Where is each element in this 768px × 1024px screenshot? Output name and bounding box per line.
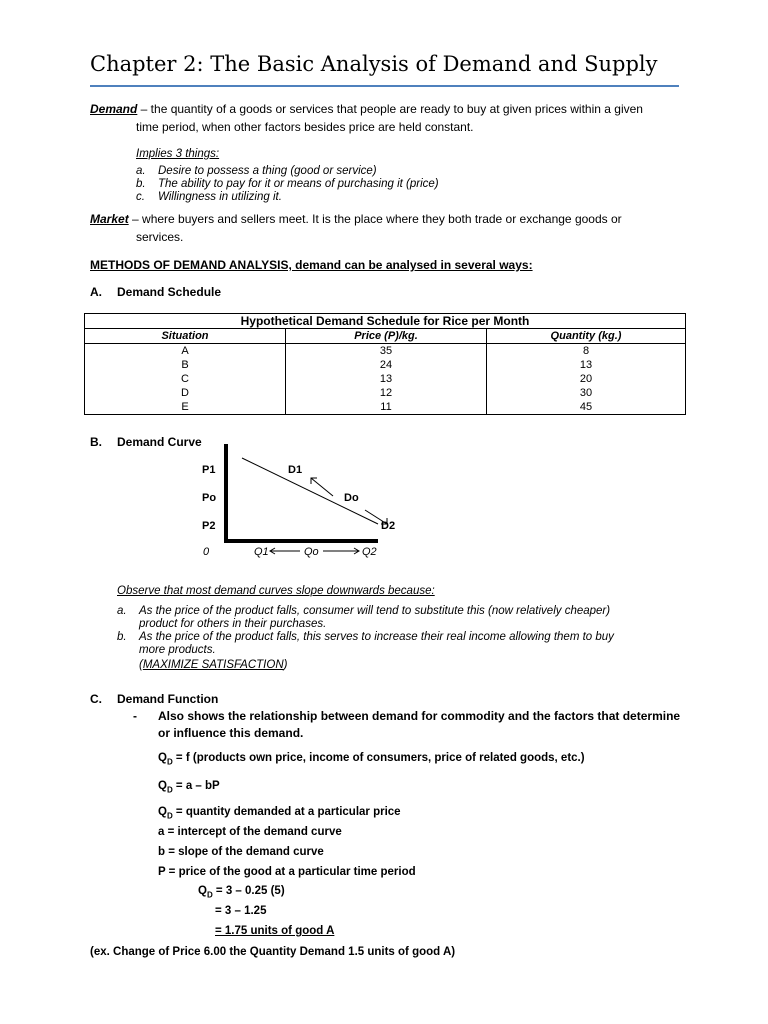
table-row: E 11 45 (85, 400, 686, 415)
table-caption: Hypothetical Demand Schedule for Rice per Month (85, 314, 686, 329)
demand-schedule-table (84, 313, 686, 415)
column-header: Situation (85, 329, 286, 344)
q1-label: Q1 (254, 546, 269, 558)
section-a-marker: A. (90, 285, 102, 299)
demand-def-line2: time period, when other factors besides price are held constant. (136, 120, 474, 134)
p1-label: P1 (202, 464, 216, 476)
methods-heading: METHODS OF DEMAND ANALYSIS, demand can be analysed in several ways: (90, 258, 533, 272)
calculation-step-2: = 3 – 1.25 (215, 905, 267, 917)
p2-label: P2 (202, 520, 216, 532)
q2-label: Q2 (362, 546, 377, 558)
list-item: c. Willingness in utilizing it. (136, 191, 282, 203)
do-label: Do (344, 492, 359, 504)
demand-def-line1: – the quantity of a goods or services that people are ready to buy at given prices within a given (137, 102, 643, 116)
maximize-satisfaction: MAXIMIZE SATISFACTION (142, 659, 284, 671)
arrow-right-icon (323, 548, 359, 554)
market-definition (90, 211, 690, 245)
definition-b: b = slope of the demand curve (158, 846, 324, 858)
implies-label: Implies 3 things: (136, 148, 220, 160)
market-term: Market (90, 212, 129, 226)
implies-list (136, 165, 636, 204)
qo-label: Qo (304, 546, 319, 558)
demand-curve-line (242, 458, 378, 524)
page-title: Chapter 2: The Basic Analysis of Demand and Supply (90, 52, 658, 76)
d2-label: D2 (381, 520, 396, 532)
origin-label: 0 (203, 546, 210, 558)
column-header: Quantity (kg.) (487, 329, 686, 344)
definition-p: P = price of the good at a particular time period (158, 866, 416, 878)
column-header: Price (P)/kg. (286, 329, 487, 344)
section-b-title: Demand Curve (117, 435, 202, 449)
market-def-line1: – where buyers and sellers meet. It is the place where they both trade or exchange goods or (128, 212, 622, 226)
arrow-left-icon (270, 548, 300, 554)
table-row: B 24 13 (85, 358, 686, 372)
table-row: A 35 8 (85, 344, 686, 359)
formula-qd-function: $Q_D = f$ (products own price, income of consumers, price of related goods, etc.) (158, 752, 585, 767)
observe-list (117, 605, 697, 672)
definition-qd: $Q_D$ = quantity demanded at a particular price (158, 806, 401, 821)
list-item: b. The ability to pay for it or means of purchasing it (price) (136, 178, 439, 190)
formula-qd-linear: $Q_D = a$ – bP (158, 780, 220, 795)
section-c-title: Demand Function (117, 692, 219, 706)
definition-a: a = intercept of the demand curve (158, 826, 342, 838)
section-c-heading (90, 691, 219, 707)
po-label: Po (202, 492, 217, 504)
list-item: a. Desire to possess a thing (good or service) (136, 165, 377, 177)
list-item: a. As the price of the product falls, consumer will tend to substitute this (now relatively cheaper) product for others in their purchases. (117, 605, 611, 630)
demand-curve-diagram (195, 440, 425, 570)
calculation-result: = 1.75 units of good A (215, 925, 335, 937)
table-row: C 13 20 (85, 372, 686, 386)
table-row: D 12 30 (85, 386, 686, 400)
example-note: (ex. Change of Price 6.00 the Quantity Demand 1.5 units of good A) (90, 946, 456, 958)
section-c-marker: C. (90, 692, 102, 706)
section-a-heading (90, 284, 222, 300)
demand-term: Demand (90, 102, 138, 116)
section-b-heading (90, 434, 202, 450)
market-def-line2: services. (136, 230, 184, 244)
title-underline (90, 85, 679, 87)
list-item: b. As the price of the product falls, this serves to increase their real income allowing them to buy more products. (MAXIMIZE SATISFACTION) (117, 631, 614, 671)
observe-label: Observe that most demand curves slope downwards because: (117, 585, 435, 597)
section-b-marker: B. (90, 435, 102, 449)
d1-label: D1 (288, 464, 303, 476)
calculation-step-1: $Q_D = 3 - 0.25$ (5) (198, 885, 285, 900)
section-a-title: Demand Schedule (117, 285, 222, 299)
demand-definition (90, 101, 690, 135)
section-c-description: - Also shows the relationship between demand for commodity and the factors that determine or influence this demand. (133, 709, 681, 740)
